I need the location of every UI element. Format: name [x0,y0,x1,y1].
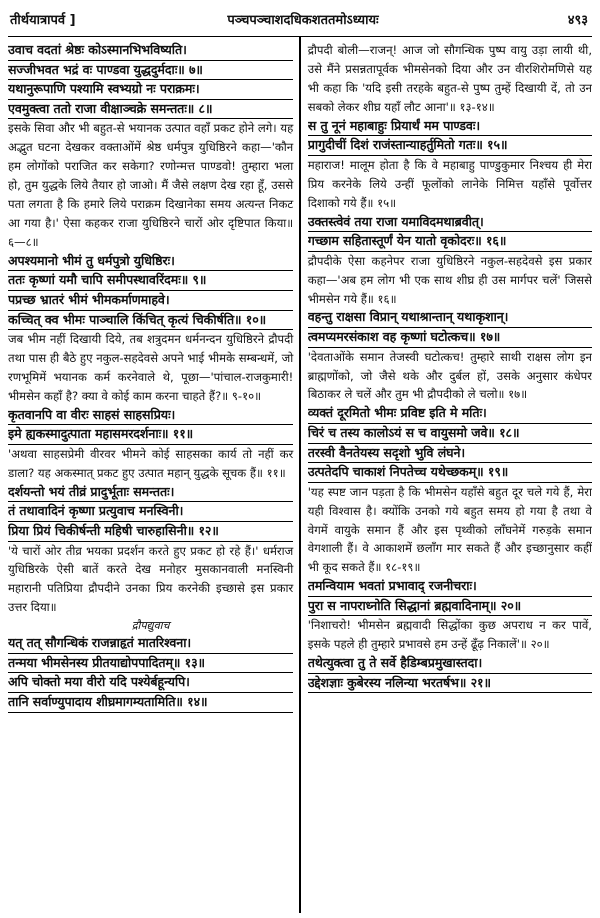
verse-line: उक्तस्त्वेवं तया राजा यमाविदमथाब्रवीत्। [308,213,592,233]
translation-paragraph: 'ये चारों ओर तीव्र भयका प्रदर्शन करते हुए प्रकट हो रहे हैं।' धर्मराज युधिष्ठिरके ऐसी बातें करते देख मनोहर मुसकानवाली मनस्विनी महारानी पतिप्रिया द्रौपदीने उनका प्रिय करनेकी इच्छासे इस प्रकार उत्तर दिया॥ [8,543,294,615]
translation-paragraph: इसके सिवा और भी बहुत-से भयानक उत्पात वहाँ प्रकट होने लगे। यह अद्भुत घटना देखकर वक्ताओंमें श्रेष्ठ धर्मपुत्र युधिष्ठिरने कहा—'कौन हम लोगोंको पराजित कर सकेगा? रणोन्मत्त पाण्डवो! तुम्हारा भला हो, तुम युद्धके लिये तैयार हो जाओ। मैं जैसे लक्षण देख रहा हूँ, उससे पता लगता है कि हमारे लिये पराक्रम दिखानेका समय अत्यन्त निकट आ गया है।' ऐसा कहकर राजा युधिष्ठिरने चारों ओर दृष्टिपात किया॥ ६—८॥ [8,121,294,249]
translation-paragraph: 'अथवा साहसप्रेमी वीरवर भीमने कोई साहसका कार्य तो नहीं कर डाला? यह अकस्मात् प्रकट हुए उत्पात महान् युद्धके सूचक हैं॥ ११॥ [8,446,294,480]
verse-line: तमन्वियाम भवतां प्रभावाद् रजनीचराः। [308,577,592,597]
verse-line: उद्देशज्ञाः कुबेरस्य नलिन्या भरतर्षभ॥ २१॥ [308,674,592,694]
left-column [8,37,299,913]
verse-line: अपि चोक्तो मया वीरो यदि पश्येर्बहून्यपि। [8,673,293,693]
verse-line: उत्पतेदपि चाकाशं निपतेच्च यथेच्छकम्॥ १९॥ [308,463,592,483]
verse-line: प्रागुदीचीं दिशं राजंस्तान्याहर्तुमितो गतः॥ १५॥ [308,136,592,156]
verse-line: पप्रच्छ भ्रातरं भीमं भीमकर्माणमाहवे। [8,291,293,311]
chapter-title: पञ्चपञ्चाशदधिकशततमोऽध्यायः [227,13,379,28]
verse-line: वहन्तु राक्षसा विप्रान् यथाश्रान्तान् यथाकृशान्। [308,308,592,328]
verse-line: तरस्वी वैनतेयस्य सदृशो भुवि लंघने। [308,444,592,464]
verse-line: कृतवानपि वा वीरः साहसं साहसप्रियः। [8,406,293,426]
verse-line: ततः कृष्णां यमौ चापि समीपस्थावरिंदमः॥ ९॥ [8,271,293,291]
translation-paragraph: 'निशाचरो! भीमसेन ब्रह्मवादी सिद्धोंका कुछ अपराध न कर पावें, इसके पहले ही तुम्हारे प्रभावसे हम उन्हें ढूँढ़ निकालें'॥ २०॥ [307,618,592,652]
verse-line: तथेत्युक्त्वा तु ते सर्वे हैडिम्बप्रमुखास्तदा। [308,654,592,674]
translation-paragraph: द्रौपदीके ऐसा कहनेपर राजा युधिष्ठिरने नकुल-सहदेवसे इस प्रकार कहा—'अब हम लोग भी एक साथ शीघ्र ही उस मार्गपर चलें' जिससे भीमसेन गये हैं॥ १६॥ [307,253,592,306]
translation-paragraph: महाराज! मालूम होता है कि वे महाबाहु पाण्डुकुमार निश्चय ही मेरा प्रिय करनेके लिये उन्हीं फूलोंको लानेके निमित्त यहाँसे पूर्वोत्तर दिशाको गये हैं॥ १५॥ [307,157,592,210]
speaker-heading: द्रौपद्युवाच [131,619,170,633]
verse-line: स तु नूनं महाबाहुः प्रियार्थं मम पाण्डवः। [308,117,592,137]
verse-line: सज्जीभवत भद्रं वः पाण्डवा युद्धदुर्मदाः॥ ७॥ [8,61,293,81]
verse-line: यत् तत् सौगन्धिकं राजन्नाहृतं मातरिश्वना। [8,634,293,654]
verse-line: कच्चित् क्व भीमः पाञ्चालि किंचित् कृत्यं चिकीर्षति॥ १०॥ [8,311,293,331]
verse-line: यथानुरूपाणि पश्यामि स्वभ्यग्रो नः पराक्रमः। [8,80,293,100]
translation-paragraph: 'यह स्पष्ट जान पड़ता है कि भीमसेन यहाँसे बहुत दूर चले गये हैं, मेरा यही विश्वास है। क्योंकि उनको गये बहुत समय हो गया है तथा वे वेगमें वायुके समान हैं और इस पृथ्वीको लाँघनेमें गरुड़के समान वेगशाली हैं। वे आकाशमें छलाँग मार सकते हैं और इच्छानुसार कहीं भी कूद सकते हैं॥ १८-१९॥ [307,484,592,575]
verse-line: तन्मया भीमसेनस्य प्रीतयाद्योपपादितम्॥ १३॥ [8,654,293,674]
verse-line: चिरं च तस्य कालोऽयं स च वायुसमो जवे॥ १८॥ [308,424,592,444]
verse-line: गच्छाम सहितास्तूर्णं येन यातो वृकोदरः॥ १६॥ [308,232,592,252]
translation-paragraph: जब भीम नहीं दिखायी दिये, तब शत्रुदमन धर्मनन्दन युधिष्ठिरने द्रौपदी तथा पास ही बैठे हुए नकुल-सहदेवसे अपने भाई भीमके सम्बन्धमें, जो रणभूमिमें भयानक कर्म करनेवाले थे, पूछा—'पांचाल-राजकुमारी! भीमसेन कहाँ है? क्या वे कोई काम करना चाहते हैं?॥ ९-१०॥ [8,332,294,403]
translation-paragraph: द्रौपदी बोली—राजन्! आज जो सौगन्धिक पुष्प वायु उड़ा लायी थी, उसे मैंने प्रसन्नतापूर्वक भीमसेनको दिया और उन वीरशिरोमणिसे यह भी कहा कि 'यदि इसी तरहके बहुत-से पुष्प तुम्हें दिखायी दें, तो उन सबको लेकर शीघ्र यहाँ लौट आना'॥ १३-१४॥ [307,43,592,114]
verse-line: इमे ह्यकस्मादुत्पाता महासमरदर्शनाः॥ ११॥ [8,425,293,445]
verse-line: त्वमप्यमरसंकाश वह कृष्णां घटोत्कच॥ १७॥ [308,328,592,348]
verse-line: अपश्यमानो भीमं तु धर्मपुत्रो युधिष्ठिरः। [8,252,293,272]
page-header [8,6,592,37]
verse-line: एवमुक्त्वा ततो राजा वीक्षाञ्चक्रे समन्ततः॥ ८॥ [8,100,293,120]
verse-line: तं तथावादिनं कृष्णा प्रत्युवाच मनस्विनी। [8,502,293,522]
section-title: तीर्थयात्रापर्व ] [10,13,76,28]
page-number: ४९३ [567,13,588,28]
verse-line: प्रिया प्रियं चिकीर्षन्ती महिषी चारुहासिनी॥ १२॥ [8,522,293,542]
columns [8,37,592,913]
verse-line: पुरा स नापराध्नोति सिद्धानां ब्रह्मवादिनाम्॥ २०॥ [308,597,592,617]
translation-paragraph: 'देवताओंके समान तेजस्वी घटोत्कच! तुम्हारे साथी राक्षस लोग इन ब्राह्मणोंको, जो जैसे थके और दुर्बल हों, उसके अनुसार कंधेपर बिठाकर ले चलें और तुम भी द्रौपदीको ले चलो॥ १७॥ [307,349,592,402]
verse-line: व्यक्तं दूरमितो भीमः प्रविष्ट इति मे मतिः। [308,404,592,424]
right-column [301,37,592,913]
verse-line: उवाच वदतां श्रेष्ठः कोऽस्मानभिभविष्यति। [8,41,293,61]
verse-line: तानि सर्वाण्युपादाय शीघ्रमागम्यतामिति॥ १४॥ [8,693,293,713]
verse-line: दर्शयन्तो भयं तीव्रं प्रादुर्भूताः समन्ततः। [8,483,293,503]
